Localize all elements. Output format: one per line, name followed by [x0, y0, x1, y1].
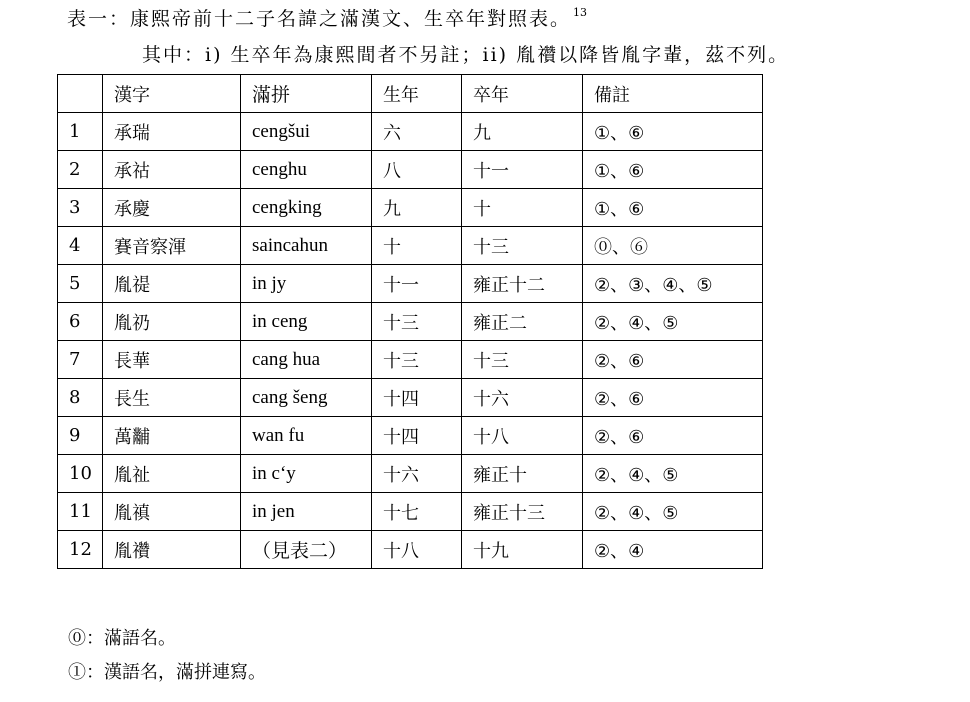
cell-han-name: 胤禶 [103, 531, 241, 569]
table-row [58, 227, 763, 265]
cell-han-name: 胤礽 [103, 303, 241, 341]
table-row [58, 189, 763, 227]
cell-index: 9 [58, 417, 103, 455]
table-row [58, 303, 763, 341]
cell-remarks: ②、③、④、⑤ [583, 265, 763, 303]
cell-han-name: 承祜 [103, 151, 241, 189]
cell-manchu-romanization: cengking [241, 189, 372, 227]
cell-manchu-romanization: cang šeng [241, 379, 372, 417]
cell-index: 1 [58, 113, 103, 151]
cell-death-year: 雍正十二 [462, 265, 583, 303]
cell-index: 4 [58, 227, 103, 265]
cell-birth-year: 六 [372, 113, 462, 151]
cell-death-year: 十六 [462, 379, 583, 417]
cell-birth-year: 十一 [372, 265, 462, 303]
cell-birth-year: 十三 [372, 303, 462, 341]
cell-birth-year: 十三 [372, 341, 462, 379]
comparison-table [57, 74, 763, 569]
cell-remarks: ②、⑥ [583, 379, 763, 417]
cell-birth-year: 十八 [372, 531, 462, 569]
cell-han-name: 長華 [103, 341, 241, 379]
cell-han-name: 長生 [103, 379, 241, 417]
cell-manchu-romanization: （見表二） [241, 531, 372, 569]
cell-manchu-romanization: wan fu [241, 417, 372, 455]
cell-remarks: ①、⑥ [583, 151, 763, 189]
table-row [58, 265, 763, 303]
table-row [58, 113, 763, 151]
table-row [58, 379, 763, 417]
header-index [58, 75, 103, 113]
cell-han-name: 承瑞 [103, 113, 241, 151]
cell-index: 3 [58, 189, 103, 227]
cell-death-year: 雍正十三 [462, 493, 583, 531]
cell-death-year: 十三 [462, 227, 583, 265]
cell-death-year: 十八 [462, 417, 583, 455]
cell-manchu-romanization: in ceng [241, 303, 372, 341]
cell-manchu-romanization: in c‘y [241, 455, 372, 493]
cell-remarks: ②、④、⑤ [583, 493, 763, 531]
table-body [58, 75, 763, 569]
cell-birth-year: 十四 [372, 417, 462, 455]
cell-death-year: 雍正二 [462, 303, 583, 341]
cell-death-year: 十九 [462, 531, 583, 569]
cell-birth-year: 十 [372, 227, 462, 265]
cell-remarks: ②、⑥ [583, 417, 763, 455]
header-birth-year: 生年 [372, 75, 462, 113]
cell-han-name: 萬黼 [103, 417, 241, 455]
cell-remarks: ①、⑥ [583, 189, 763, 227]
table-row [58, 417, 763, 455]
cell-han-name: 胤禔 [103, 265, 241, 303]
cell-han-name: 胤禛 [103, 493, 241, 531]
cell-index: 11 [58, 493, 103, 531]
cell-index: 7 [58, 341, 103, 379]
header-death-year: 卒年 [462, 75, 583, 113]
cell-index: 8 [58, 379, 103, 417]
note-0: ⓪：滿語名。 [68, 628, 176, 649]
cell-death-year: 十三 [462, 341, 583, 379]
cell-death-year: 雍正十 [462, 455, 583, 493]
cell-remarks: ②、④、⑤ [583, 455, 763, 493]
cell-index: 5 [58, 265, 103, 303]
cell-manchu-romanization: cenghu [241, 151, 372, 189]
cell-manchu-romanization: saincahun [241, 227, 372, 265]
cell-index: 10 [58, 455, 103, 493]
cell-remarks: ②、④ [583, 531, 763, 569]
legend-notes [68, 622, 266, 690]
cell-index: 2 [58, 151, 103, 189]
cell-manchu-romanization: in jy [241, 265, 372, 303]
table-row [58, 531, 763, 569]
cell-birth-year: 十四 [372, 379, 462, 417]
table-caption [67, 4, 587, 31]
header-row [58, 75, 763, 113]
cell-manchu-romanization: cang hua [241, 341, 372, 379]
table-row [58, 455, 763, 493]
header-manchu-romanization: 滿拼 [241, 75, 372, 113]
cell-index: 12 [58, 531, 103, 569]
footnote-marker[interactable]: 13 [573, 6, 588, 19]
table-subcaption: 其中：i) 生卒年為康熙間者不另註；ii) 胤禶以降皆胤字輩，茲不列。 [142, 44, 790, 66]
cell-index: 6 [58, 303, 103, 341]
cell-han-name: 胤祉 [103, 455, 241, 493]
cell-birth-year: 九 [372, 189, 462, 227]
cell-remarks: ②、⑥ [583, 341, 763, 379]
cell-birth-year: 十七 [372, 493, 462, 531]
note-1: ①：漢語名，滿拼連寫。 [68, 662, 266, 683]
table-row [58, 151, 763, 189]
cell-death-year: 十一 [462, 151, 583, 189]
cell-remarks: ⓪、⑥ [583, 227, 763, 265]
header-han-name: 漢字 [103, 75, 241, 113]
caption-text: 表一：康熙帝前十二子名諱之滿漢文、生卒年對照表。 [67, 8, 572, 30]
table-row [58, 341, 763, 379]
cell-death-year: 十 [462, 189, 583, 227]
header-remarks: 備註 [583, 75, 763, 113]
cell-manchu-romanization: cengšui [241, 113, 372, 151]
cell-remarks: ①、⑥ [583, 113, 763, 151]
cell-birth-year: 八 [372, 151, 462, 189]
cell-birth-year: 十六 [372, 455, 462, 493]
table-row [58, 493, 763, 531]
cell-manchu-romanization: in jen [241, 493, 372, 531]
cell-han-name: 賽音察渾 [103, 227, 241, 265]
cell-han-name: 承慶 [103, 189, 241, 227]
cell-remarks: ②、④、⑤ [583, 303, 763, 341]
cell-death-year: 九 [462, 113, 583, 151]
